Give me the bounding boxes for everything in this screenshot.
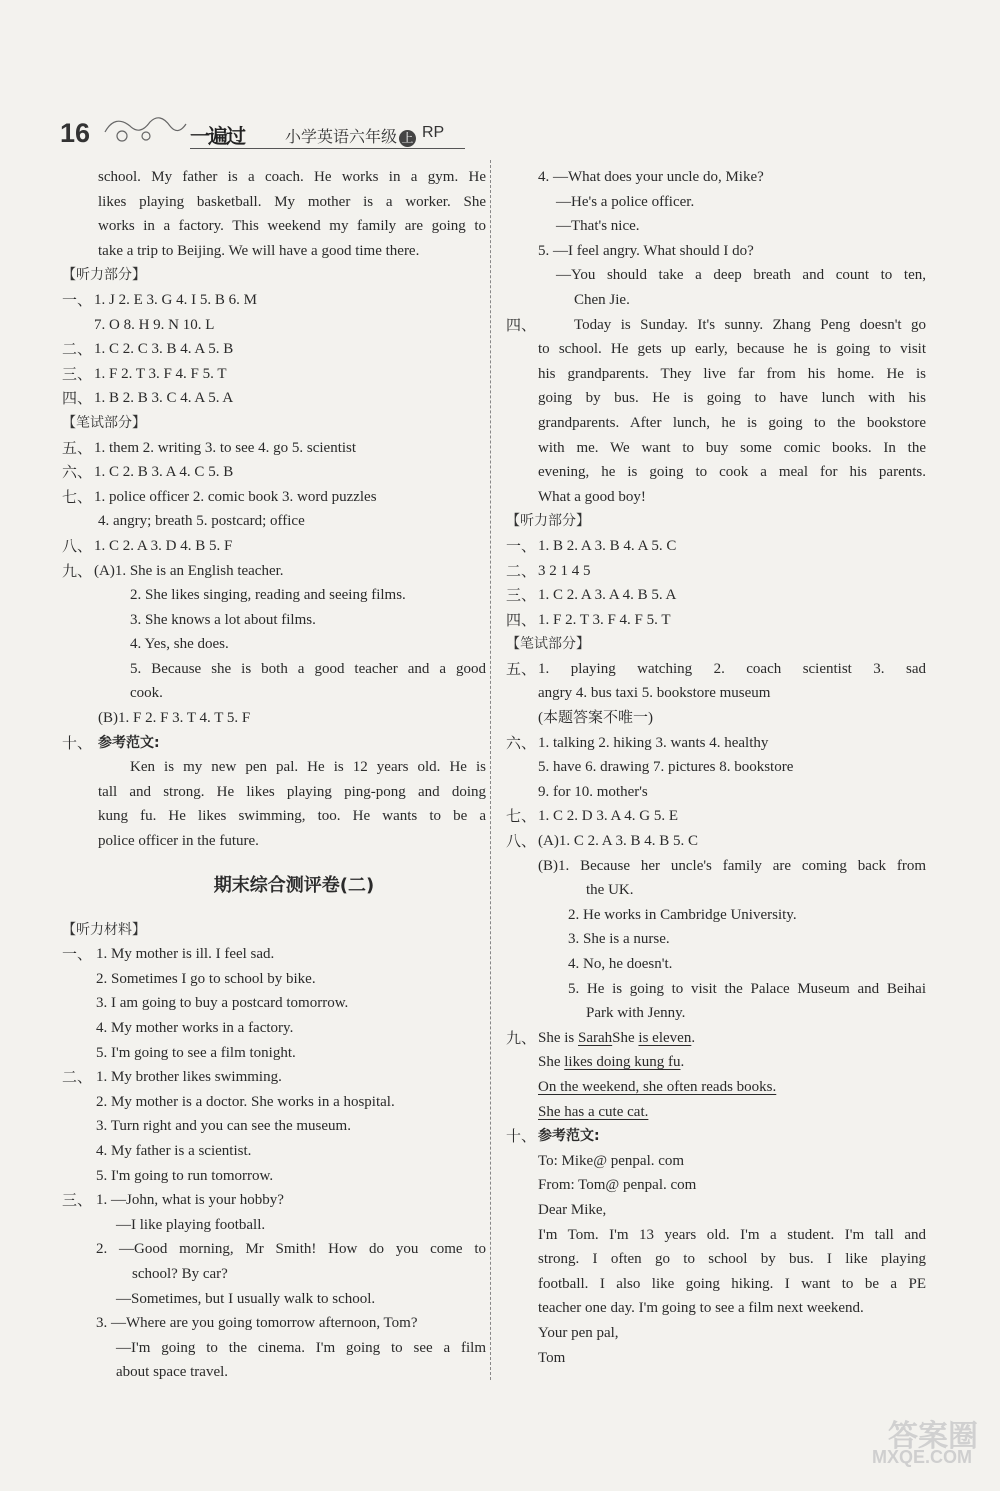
passage-text [506, 313, 926, 510]
answer-text: (A)1. She is an English teacher. [94, 562, 284, 579]
answer-row [62, 657, 486, 682]
material-row [62, 1287, 486, 1312]
item-number: 十、 [62, 733, 93, 752]
column-divider [490, 160, 491, 1380]
listening-material [62, 942, 486, 1385]
answer-text: 1. B 2. A 3. B 4. A 5. C [538, 537, 677, 554]
answer-text: 1. them 2. writing 3. to see 4. go 5. scientist [94, 439, 357, 456]
answer-text: 7. O 8. H 9. N 10. L [94, 316, 215, 333]
answer-text: —He's a police officer. [556, 193, 695, 210]
answer-text: 5. Because she is both a good teacher and a good [130, 660, 486, 677]
letter-line [506, 1346, 926, 1371]
item-number: 六、 [62, 463, 93, 482]
dialog-row [506, 190, 926, 215]
passage-line [506, 313, 926, 338]
item-number: 九、 [62, 561, 93, 580]
item-number: 六、 [506, 733, 537, 752]
answer-row [62, 534, 486, 559]
item-number: 五、 [62, 438, 93, 457]
answer-row [506, 559, 926, 584]
text-line: Your pen pal, [538, 1324, 619, 1341]
answer-row [506, 854, 926, 879]
answer-row [62, 288, 486, 313]
material-row [62, 1065, 486, 1090]
answer-row [506, 804, 926, 829]
text-line: I'm Tom. I'm 13 years old. I'm a student. I'm tall and [538, 1226, 926, 1243]
text-line: tall and strong. He likes playing ping-pong and doing [98, 783, 486, 800]
answer-row [62, 681, 486, 706]
item-number: 二、 [62, 340, 93, 359]
watermark-main: 答案圈 [888, 1419, 978, 1454]
passage-line [506, 411, 926, 436]
letter-line [506, 1247, 926, 1272]
material-row [62, 1041, 486, 1066]
answer-text: 5. have 6. drawing 7. pictures 8. bookstore [538, 759, 794, 776]
letter-line [506, 1173, 926, 1198]
answer-row [506, 681, 926, 706]
answer-text: 5. —I feel angry. What should I do? [538, 242, 754, 259]
dialog-row [506, 239, 926, 264]
answer-line: On the weekend, she often reads books. [538, 1078, 777, 1095]
essay-line [62, 780, 486, 805]
passage-line [62, 165, 486, 190]
brand-logo: 一遍过 [190, 124, 244, 148]
passage-line [506, 386, 926, 411]
item-number: 一、 [62, 945, 93, 964]
passage-line [506, 460, 926, 485]
answer-text: school? By car? [132, 1265, 228, 1282]
listening-answers [62, 288, 486, 411]
section-header: 【听力部分】 [62, 267, 146, 284]
text-line: with me. We want to buy some comic books. In the [538, 439, 926, 456]
left-column [62, 165, 486, 1385]
passage-line [506, 436, 926, 461]
text-line: Dear Mike, [538, 1201, 607, 1218]
item-number: 二、 [62, 1068, 93, 1087]
answer-text: 3. I am going to buy a postcard tomorrow. [96, 995, 349, 1012]
answer-text: 3. She knows a lot about films. [130, 611, 316, 628]
passage-line [62, 214, 486, 239]
answer-row [506, 706, 926, 731]
answer-text: the UK. [586, 882, 634, 899]
text-line: police officer in the future. [98, 833, 259, 850]
header-rule [190, 148, 465, 149]
material-row [62, 1262, 486, 1287]
answer-row [62, 509, 486, 534]
answer-row [506, 952, 926, 977]
writing-answers [62, 436, 486, 731]
answer-text: 4. My mother works in a factory. [96, 1020, 294, 1036]
text-line: take a trip to Beijing. We will have a good time there. [98, 242, 420, 259]
answer-row [62, 583, 486, 608]
answer-text: cook. [130, 685, 163, 702]
letter-line [506, 1272, 926, 1297]
answer-line: She likes doing kung fu. [538, 1054, 685, 1071]
text-line: his grandparents. They live far from his home. He is [538, 365, 926, 382]
passage-line [506, 485, 926, 510]
material-row [62, 1164, 486, 1189]
material-row [62, 1213, 486, 1238]
dialog-row [506, 288, 926, 313]
section-header: 【听力部分】 [506, 513, 590, 530]
passage-line [62, 190, 486, 215]
passage-line [506, 362, 926, 387]
text-line: evening, he is going to cook a meal for his parents. [538, 464, 926, 481]
dialog-row [506, 214, 926, 239]
answer-text: 1. police officer 2. comic book 3. word puzzles [94, 488, 377, 505]
essay-label: 参考范文: [538, 1128, 600, 1145]
answer-text: 1. C 2. D 3. A 4. G 5. E [538, 808, 679, 825]
answer-row [506, 780, 926, 805]
letter-line [506, 1321, 926, 1346]
material-row [62, 967, 486, 992]
answer-row [62, 386, 486, 411]
answer-text: 5. He is going to visit the Palace Museum and Beihai [568, 980, 926, 997]
material-row [62, 991, 486, 1016]
answer-row [506, 878, 926, 903]
answer-text: 3. Turn right and you can see the museum. [96, 1118, 351, 1135]
answer-text: 1. J 2. E 3. G 4. I 5. B 6. M [94, 291, 257, 308]
text-line: From: Tom@ penpal. com [538, 1177, 697, 1194]
answer-text: —That's nice. [556, 218, 640, 235]
text-line: Tom [538, 1349, 566, 1366]
answer-text: 1. C 2. A 3. A 4. B 5. A [538, 587, 677, 604]
watermark-site: MXQE.COM [871, 1447, 972, 1467]
answer-text: Park with Jenny. [586, 1005, 686, 1022]
answer-text: 1. F 2. T 3. F 4. F 5. T [538, 611, 671, 628]
text-line: grandparents. After lunch, he is going to the bookstore [538, 414, 926, 431]
item-number: 四、 [506, 315, 537, 334]
answer-text: (本题答案不唯一) [538, 710, 653, 727]
section-title: 期末综合测评卷(二) [213, 874, 375, 896]
answer-text: angry 4. bus taxi 5. bookstore museum [538, 685, 771, 702]
answer-text: 4. Yes, she does. [130, 636, 229, 653]
essay-line [62, 804, 486, 829]
answer-text: 4. angry; breath 5. postcard; office [98, 513, 305, 530]
text-line: school. My father is a coach. He works in a gym. He [98, 169, 486, 185]
right-column [506, 165, 926, 1370]
material-row [62, 1360, 486, 1385]
book-subtitle: 小学英语六年级 上 [285, 124, 416, 147]
answer-text: 1. C 2. A 3. D 4. B 5. F [94, 537, 233, 554]
item-number: 十、 [506, 1127, 537, 1146]
passage-line [506, 337, 926, 362]
answer-text: 3. She is a nurse. [568, 931, 670, 948]
material-row [62, 1016, 486, 1041]
answer-text: 4. My father is a scientist. [96, 1142, 252, 1159]
section-header: 【笔试部分】 [62, 414, 146, 431]
answer-row [62, 559, 486, 584]
answer-text: —I'm going to the cinema. I'm going to see a film [116, 1339, 486, 1356]
essay-line [62, 829, 486, 854]
answer-text: about space travel. [116, 1364, 229, 1381]
answer-row [506, 1001, 926, 1026]
answer-row [506, 829, 926, 854]
essay-line [62, 755, 486, 780]
text-line: works in a factory. This weekend my family are going to [98, 218, 486, 235]
item-number: 九、 [506, 1028, 537, 1047]
text-line: Ken is my new pen pal. He is 12 years old. He is [130, 759, 486, 776]
answer-text: (A)1. C 2. A 3. B 4. B 5. C [538, 833, 699, 850]
item-number: 七、 [62, 487, 93, 506]
letter-line [506, 1149, 926, 1174]
answer-row [506, 755, 926, 780]
item-number: 五、 [506, 659, 537, 678]
page-number: 16 [60, 118, 91, 148]
edition-code: RP [422, 124, 445, 141]
item-number: 八、 [506, 832, 537, 851]
material-row [62, 1336, 486, 1361]
answer-row [506, 534, 926, 559]
answer-row [506, 731, 926, 756]
answer-text: 2. Sometimes I go to school by bike. [96, 970, 316, 987]
answer-text: 2. She likes singing, reading and seeing films. [130, 587, 406, 604]
answer-row [62, 337, 486, 362]
answer-text: 3 2 1 4 5 [538, 562, 591, 579]
text-line: kung fu. He likes swimming, too. He wants to be a [98, 808, 486, 825]
text-line: football. I also like going hiking. I want to be a PE [538, 1275, 926, 1292]
answer-row [62, 706, 486, 731]
answer-text: 1. My mother is ill. I feel sad. [96, 946, 275, 963]
answer-text: Chen Jie. [574, 291, 630, 308]
answer-text: —You should take a deep breath and count to ten, [556, 267, 926, 284]
item-number: 四、 [506, 610, 537, 629]
item-number: 一、 [62, 290, 93, 309]
item-number: 三、 [62, 1191, 93, 1210]
answer-text: 2. He works in Cambridge University. [568, 906, 797, 923]
page-header [60, 118, 465, 150]
answer-text: 1. talking 2. hiking 3. wants 4. healthy [538, 734, 769, 751]
answer-row [506, 657, 926, 682]
answer-text: 1. —John, what is your hobby? [96, 1192, 284, 1209]
answer-row [506, 977, 926, 1002]
material-row [62, 1188, 486, 1213]
answer-text: 4. No, he doesn't. [568, 956, 673, 972]
text-line: To: Mike@ penpal. com [538, 1152, 685, 1169]
answer-text: 1. My brother likes swimming. [96, 1069, 282, 1086]
answer-text: (B)1. F 2. F 3. T 4. T 5. F [98, 710, 251, 727]
answer-line: She has a cute cat. [538, 1103, 649, 1120]
writing-answers [506, 657, 926, 1026]
essay-text [62, 755, 486, 853]
item-number: 三、 [62, 364, 93, 383]
answer-text: 1. C 2. B 3. A 4. C 5. B [94, 464, 234, 481]
item-number: 三、 [506, 586, 537, 605]
answer-row [506, 903, 926, 928]
material-row [62, 1139, 486, 1164]
section-header: 【听力材料】 [62, 921, 146, 938]
answer-text: 3. —Where are you going tomorrow afternoon, Tom? [96, 1315, 418, 1332]
text-line: What a good boy! [538, 488, 646, 505]
letter-line [506, 1296, 926, 1321]
text-line: Today is Sunday. It's sunny. Zhang Peng doesn't go [574, 316, 926, 333]
volume-badge: 上 [399, 130, 416, 147]
intro-passage [62, 165, 486, 263]
answer-row [62, 436, 486, 461]
answer-text: 4. —What does your uncle do, Mike? [538, 169, 764, 185]
answer-text: 1. C 2. C 3. B 4. A 5. B [94, 341, 234, 358]
answer-text: 2. My mother is a doctor. She works in a hospital. [96, 1093, 395, 1110]
item-number: 四、 [62, 389, 93, 408]
answer-text: 5. I'm going to run tomorrow. [96, 1167, 274, 1184]
answer-text: 1. B 2. B 3. C 4. A 5. A [94, 390, 234, 407]
answer-row [62, 313, 486, 338]
dialog-row [506, 263, 926, 288]
decorative-doodle-icon [100, 112, 190, 146]
answer-text: 2. —Good morning, Mr Smith! How do you come to [96, 1241, 486, 1258]
answer-text: 1. F 2. T 3. F 4. F 5. T [94, 365, 227, 382]
material-row [62, 1311, 486, 1336]
letter-line [506, 1198, 926, 1223]
item-number: 七、 [506, 807, 537, 826]
section-header: 【笔试部分】 [506, 636, 590, 653]
essay-label: 参考范文: [98, 734, 160, 751]
text-line: to school. He gets up early, because he is going to visit [538, 341, 926, 358]
text-line: strong. I often go to school by bus. I like playing [538, 1251, 926, 1268]
material-row [62, 1237, 486, 1262]
answer-row [62, 362, 486, 387]
answer-row [62, 608, 486, 633]
answer-text: —I like playing football. [116, 1216, 266, 1233]
answer-text: 9. for 10. mother's [538, 783, 648, 800]
dialog-lines [506, 165, 926, 313]
text-line: likes playing basketball. My mother is a worker. She [98, 193, 486, 210]
item-number: 八、 [62, 536, 93, 555]
listening-answers [506, 534, 926, 632]
letter-line [506, 1223, 926, 1248]
answer-row [62, 485, 486, 510]
answer-text: 1. playing watching 2. coach scientist 3. sad [538, 660, 926, 677]
watermark [828, 1411, 978, 1469]
answer-row [62, 460, 486, 485]
answer-row [506, 927, 926, 952]
material-row [62, 1090, 486, 1115]
answer-text: —Sometimes, but I usually walk to school. [116, 1290, 376, 1307]
item-number: 一、 [506, 536, 537, 555]
answer-row [506, 608, 926, 633]
answer-text: 5. I'm going to see a film tonight. [96, 1044, 296, 1061]
answer-text: (B)1. Because her uncle's family are coming back from [538, 857, 926, 874]
answer-row [62, 632, 486, 657]
answer-line: She is SarahShe is eleven. [538, 1029, 696, 1046]
letter-text [506, 1149, 926, 1370]
item-number: 二、 [506, 561, 537, 580]
answer-row [506, 583, 926, 608]
text-line: going by bus. He is going to have lunch with his [538, 390, 926, 407]
material-row [62, 942, 486, 967]
material-row [62, 1114, 486, 1139]
dialog-row [506, 165, 926, 190]
text-line: teacher one day. I'm going to see a film next weekend. [538, 1300, 864, 1317]
passage-line [62, 239, 486, 264]
